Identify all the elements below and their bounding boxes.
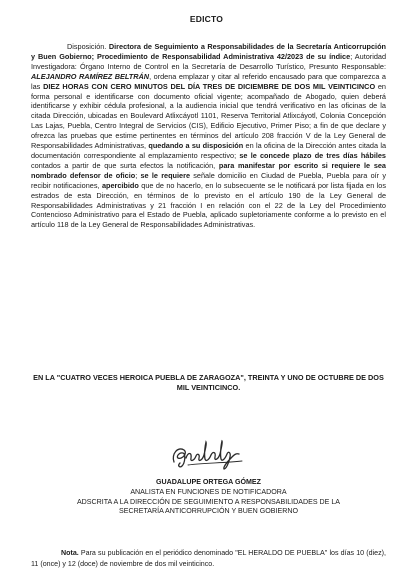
edict-body: [31, 42, 386, 230]
body-order: , ordena emplazar y citar al referido encausado para que comparezca a las: [31, 71, 386, 91]
closing-date-line: EN LA "CUATRO VECES HEROICA PUEBLA DE ZARAGOZA", TREINTA Y UNO DE OCTUBRE DE DOS MIL VEINTICINCO.: [33, 373, 384, 392]
signatory-assignment: ADSCRITA A LA DIRECCIÓN DE SEGUIMIENTO A RESPONSABILIDADES DE LA: [76, 497, 341, 506]
body-documentation: en la oficina de la Dirección antes citada la documentación correspondiente al emplazamiento respectivo;: [31, 141, 386, 160]
note-label: Nota.: [61, 549, 79, 557]
body-defender: para manifestar por escrito si requiere le sea nombrado defensor de oficio: [31, 160, 386, 180]
handwritten-signature: [168, 436, 248, 472]
signatory-department: SECRETARÍA ANTICORRUPCIÓN Y BUEN GOBIERNO: [119, 507, 298, 516]
signatory-name: GUADALUPE ORTEGA GÓMEZ: [156, 478, 261, 486]
body-domicile: señale domicilio en Ciudad de Puebla, Puebla para oír y recibir notificaciones,: [31, 170, 386, 190]
body-deadline-start: contados a partir de que surta efectos la notificación,: [31, 160, 219, 170]
body-deadline: se le concede plazo de tres días hábiles: [239, 150, 386, 160]
body-hearing-details: en forma personal e identificarse con documento oficial vigente; acompañado de Abogado, quien deberá identificarse y exhibir cédula profesional, a la audiencia inicial que tendrá verificativo en las oficinas de la citada Dirección, ubicadas en Boulevard Atlixcáyotl 1101, Reserva Territorial Atlixcáyotl, Colonia Concepción Las Lajas, Puebla, Centro Integral de Servicios (CIS), Edificio Ejecutivo, Primer Piso; a fin de que declare y ofrezca las pruebas que estime pertinentes en términos del artículo 208 fracción V de la Ley General de Responsabilidades Administrativas,: [31, 81, 386, 151]
body-authority: Directora de Seguimiento a Responsabilidades de la Secretaría Anticorrupción y Buen Gobierno; Procedimiento de Responsabilidad Administrativa 42/2023 de su índice: [31, 42, 386, 61]
document-title: EDICTO: [189, 14, 224, 24]
body-intro: Disposición.: [67, 42, 109, 51]
body-separator: ;: [135, 170, 141, 180]
body-legal-basis: que de no hacerlo, en lo subsecuente se le notificará por lista fijada en los estrados de esta Dirección, en términos de lo previsto en el artículo 190 de la Ley General de Responsabilidades Administrativas y 21 fracción I en relación con el 22 de la Ley del Procedimiento Contencioso Administrativo para el Estado de Puebla, aplicado supletoriamente conforme a lo previsto en el artículo 118 de la Ley General de Responsabilidades Administrativas.: [31, 180, 386, 230]
body-requirement: se le requiere: [140, 170, 190, 180]
signatory-position: ANALISTA EN FUNCIONES DE NOTIFICADORA: [130, 487, 287, 496]
body-hearing-time: DIEZ HORAS CON CERO MINUTOS DEL DÍA TRES DE DICIEMBRE DE DOS MIL VEINTICINCO: [43, 81, 376, 91]
body-respondent-name: ALEJANDRO RAMÍREZ BELTRÁN: [31, 71, 150, 81]
signature-block: [31, 478, 386, 517]
publication-note: [31, 548, 386, 569]
body-investigating-authority: ; Autoridad Investigadora: Órgano Interno de Control en la Secretaría de Desarrollo Turístico, Presunto Responsable:: [31, 51, 387, 71]
body-warning: apercibido: [101, 180, 139, 190]
note-text: Para su publicación en el periódico denominado "EL HERALDO DE PUEBLA" los días 10 (diez), 11 (once) y 12 (doce) de noviembre de dos mil veinticinco.: [31, 549, 386, 568]
body-available: quedando a su disposición: [148, 141, 244, 151]
